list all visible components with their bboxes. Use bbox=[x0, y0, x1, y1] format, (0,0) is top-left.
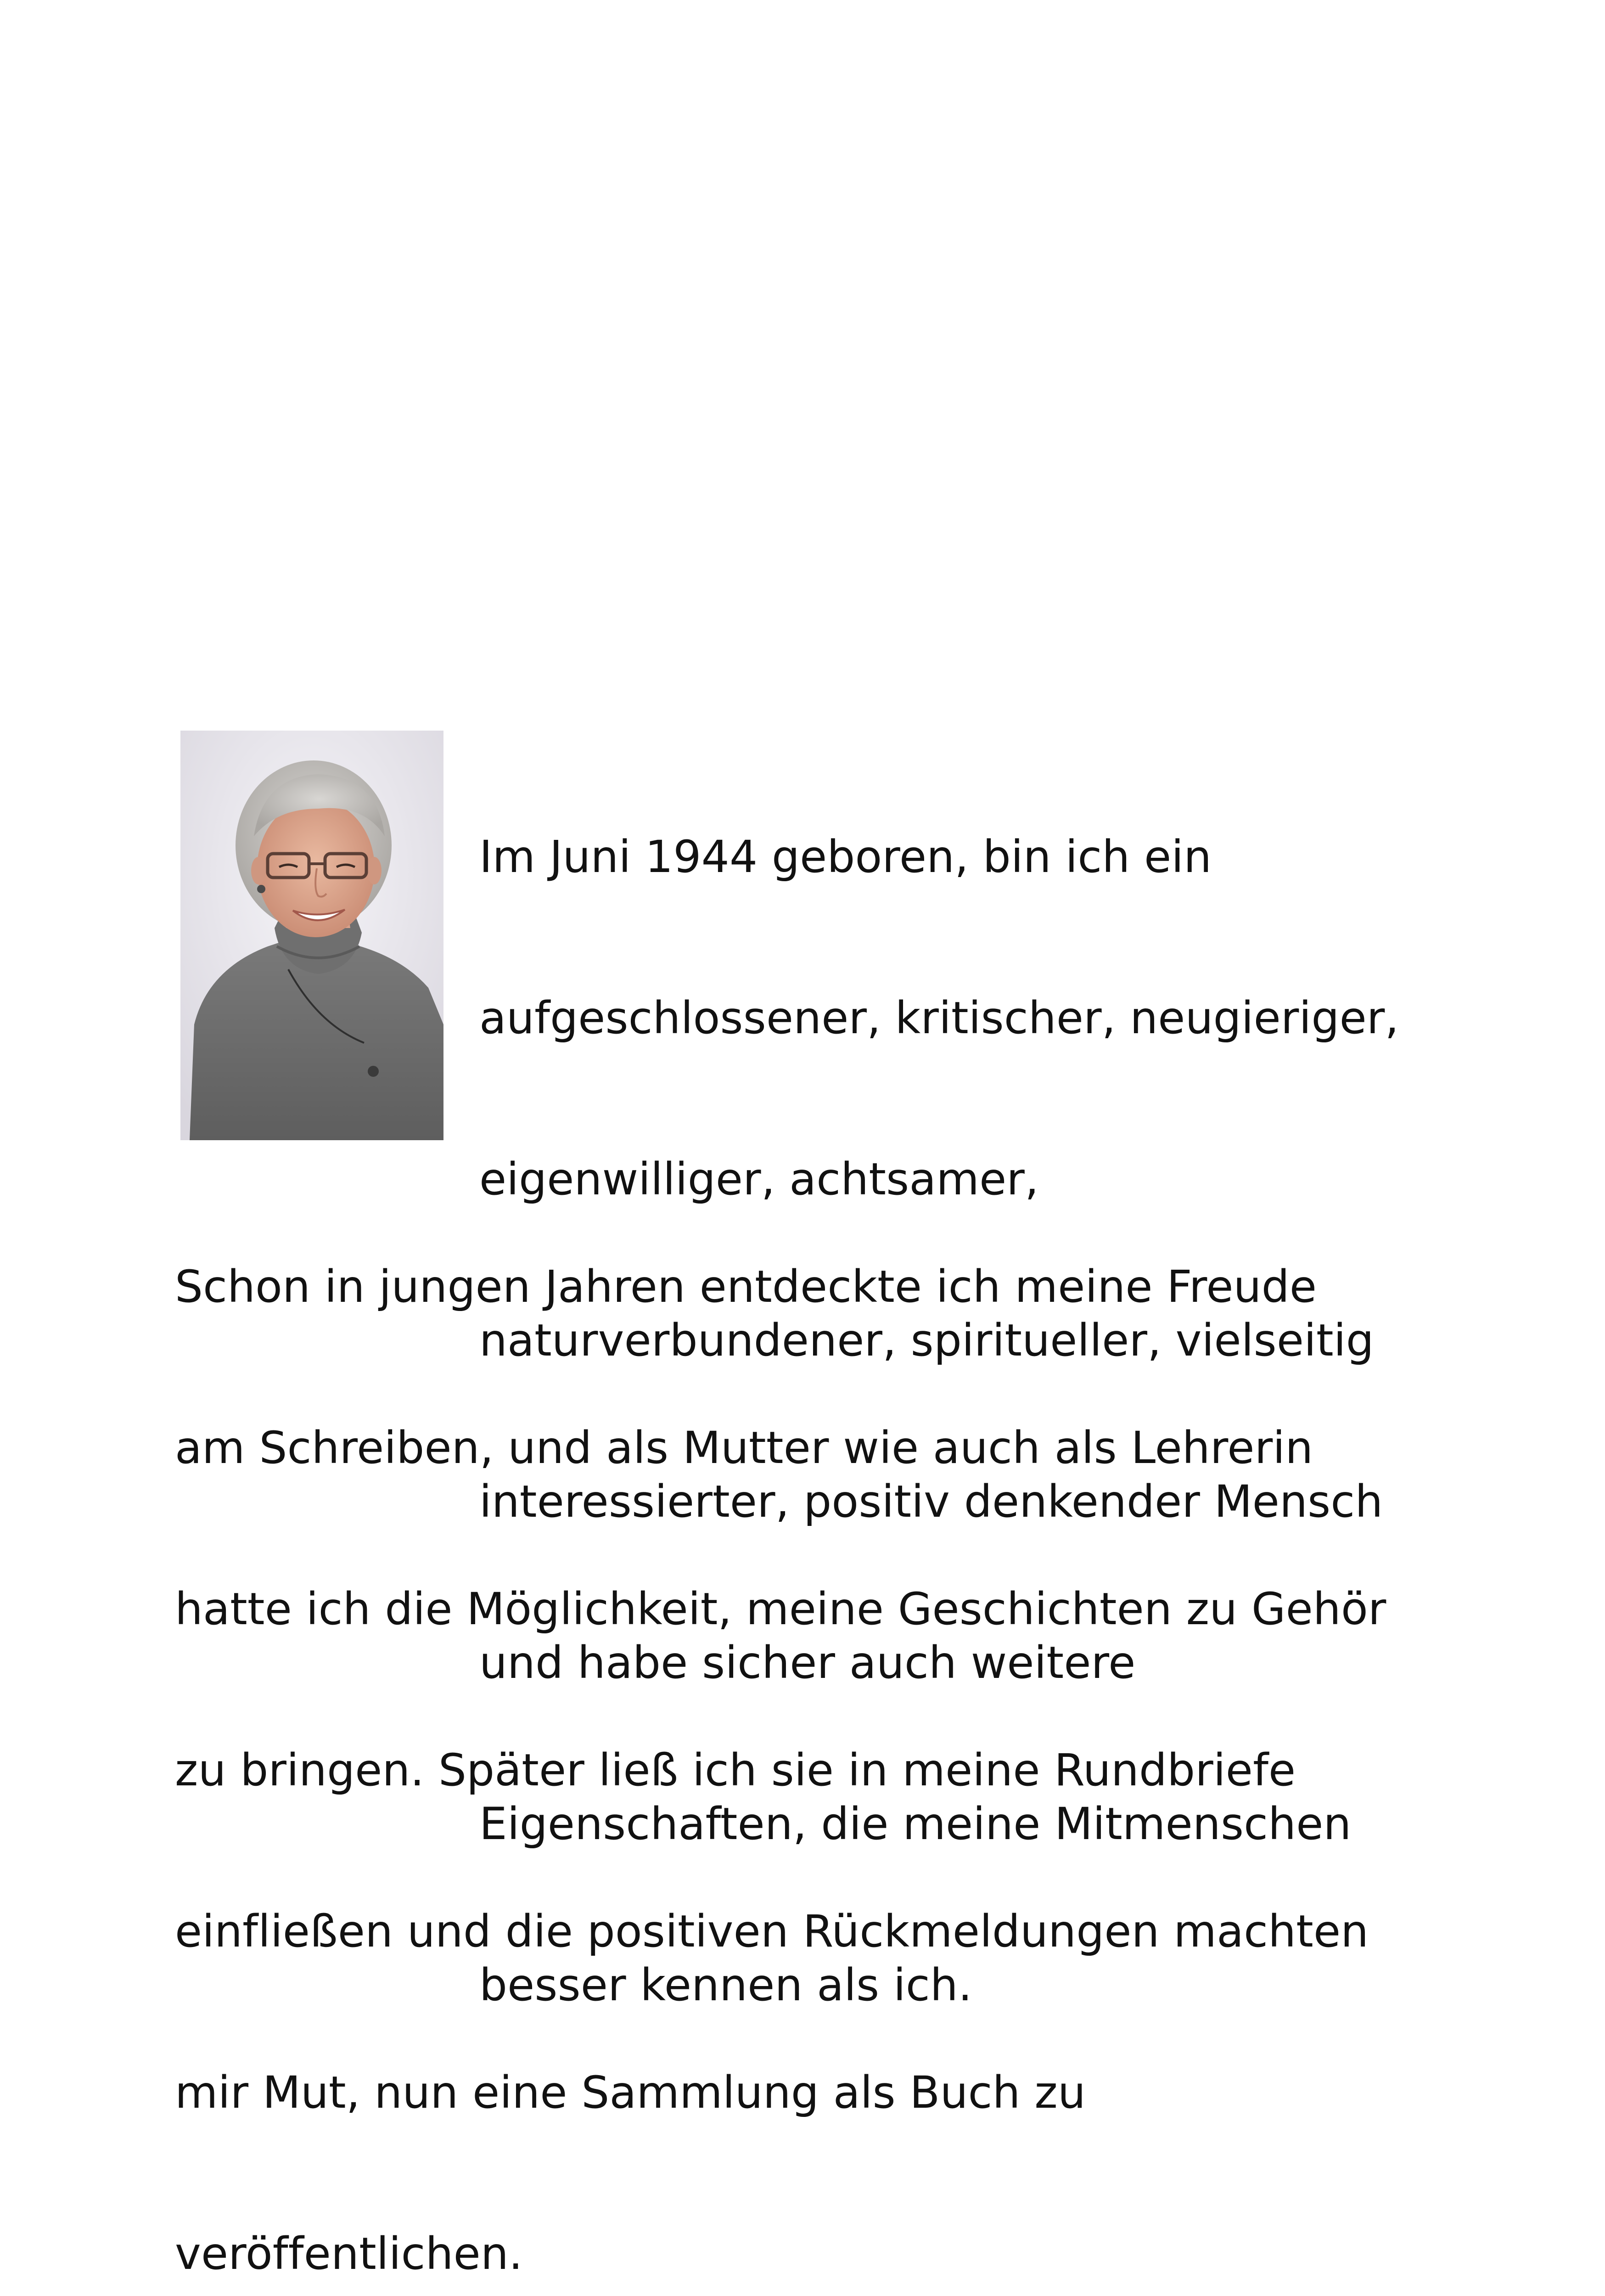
intro-line: eigenwilliger, achtsamer, bbox=[479, 1154, 1039, 1205]
body-line: hatte ich die Möglichkeit, meine Geschichten zu Gehör bbox=[175, 1583, 1386, 1635]
body-line: am Schreiben, und als Mutter wie auch als Lehrerin bbox=[175, 1422, 1313, 1474]
intro-line: Eigenschaften, die meine Mitmenschen bbox=[479, 1798, 1352, 1850]
author-portrait-photo bbox=[180, 731, 443, 1140]
intro-line: naturverbundener, spiritueller, vielseitig bbox=[479, 1315, 1374, 1366]
intro-line: Im Juni 1944 geboren, bin ich ein bbox=[479, 831, 1212, 883]
intro-line: interessierter, positiv denkender Mensch bbox=[479, 1476, 1383, 1527]
body-line: mir Mut, nun eine Sammlung als Buch zu bbox=[175, 2067, 1086, 2118]
intro-line: besser kennen als ich. bbox=[479, 1959, 972, 2011]
intro-line: und habe sicher auch weitere bbox=[479, 1637, 1136, 1688]
body-line: zu bringen. Später ließ ich sie in meine Rundbriefe bbox=[175, 1745, 1296, 1796]
intro-line: aufgeschlossener, kritischer, neugieriger, bbox=[479, 992, 1399, 1044]
body-line: veröffentlichen. bbox=[175, 2228, 523, 2279]
body-line: einfließen und die positiven Rückmeldungen machten bbox=[175, 1906, 1369, 1957]
body-paragraph bbox=[175, 1153, 1386, 2296]
body-line: Schon in jungen Jahren entdeckte ich meine Freude bbox=[175, 1261, 1317, 1312]
